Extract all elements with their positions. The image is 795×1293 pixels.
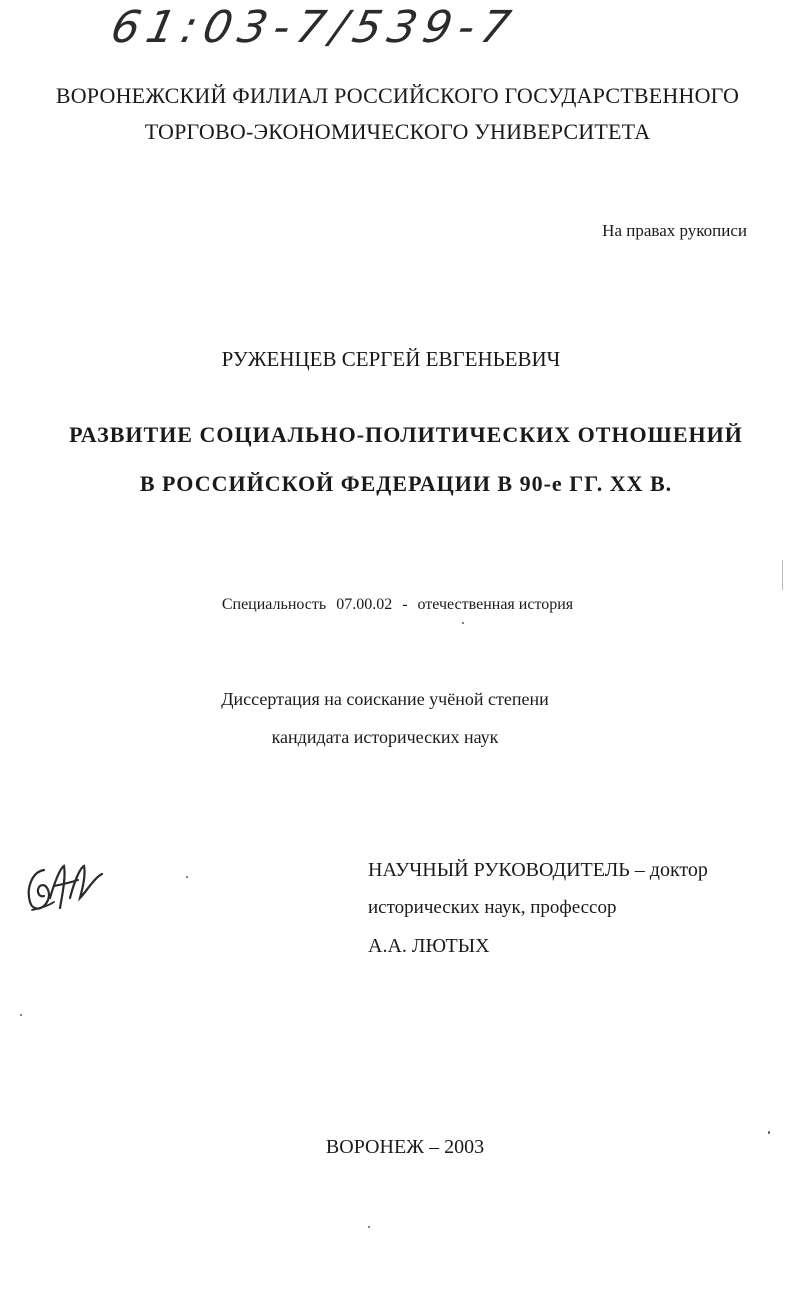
institution-line-2: ТОРГОВО-ЭКОНОМИЧЕСКОГО УНИВЕРСИТЕТА <box>144 119 651 144</box>
institution-line-1: ВОРОНЕЖСКИЙ ФИЛИАЛ РОССИЙСКОГО ГОСУДАРСТВЕННОГО <box>55 83 740 108</box>
scan-speck <box>186 876 188 878</box>
dissertation-title-line-1: РАЗВИТИЕ СОЦИАЛЬНО-ПОЛИТИЧЕСКИХ ОТНОШЕНИЙ <box>69 422 743 447</box>
specialty-code: 07.00.02 <box>336 596 393 613</box>
scan-speck <box>20 1014 22 1016</box>
author-name: РУЖЕНЦЕВ СЕРГЕЙ ЕВГЕНЬЕВИЧ <box>221 347 561 371</box>
specialty-separator: - <box>402 596 408 613</box>
archive-code-handwritten: 61:03-7/539-7 <box>106 2 522 53</box>
advisor-name: А.А. ЛЮТЫХ <box>368 935 490 957</box>
scan-edge-mark <box>782 560 783 590</box>
specialty-label: Специальность <box>221 596 327 613</box>
scan-speck <box>768 1131 770 1134</box>
scan-speck <box>368 1226 370 1228</box>
dissertation-title-line-2: В РОССИЙСКОЙ ФЕДЕРАЦИИ В 90-е ГГ. XX В. <box>139 471 673 496</box>
scan-speck <box>462 622 464 624</box>
specialty-line <box>0 596 795 614</box>
signature-image <box>24 858 106 918</box>
advisor-line-1: НАУЧНЫЙ РУКОВОДИТЕЛЬ – доктор <box>368 859 708 881</box>
manuscript-rights-note: На правах рукописи <box>602 221 747 240</box>
dissertation-degree-line-1: Диссертация на соискание учёной степени <box>221 689 549 709</box>
dissertation-degree-line-2: кандидата исторических наук <box>271 727 499 747</box>
advisor-line-2: исторических наук, профессор <box>368 897 617 918</box>
specialty-name: отечественная история <box>417 596 574 613</box>
city-year: ВОРОНЕЖ – 2003 <box>325 1136 485 1158</box>
